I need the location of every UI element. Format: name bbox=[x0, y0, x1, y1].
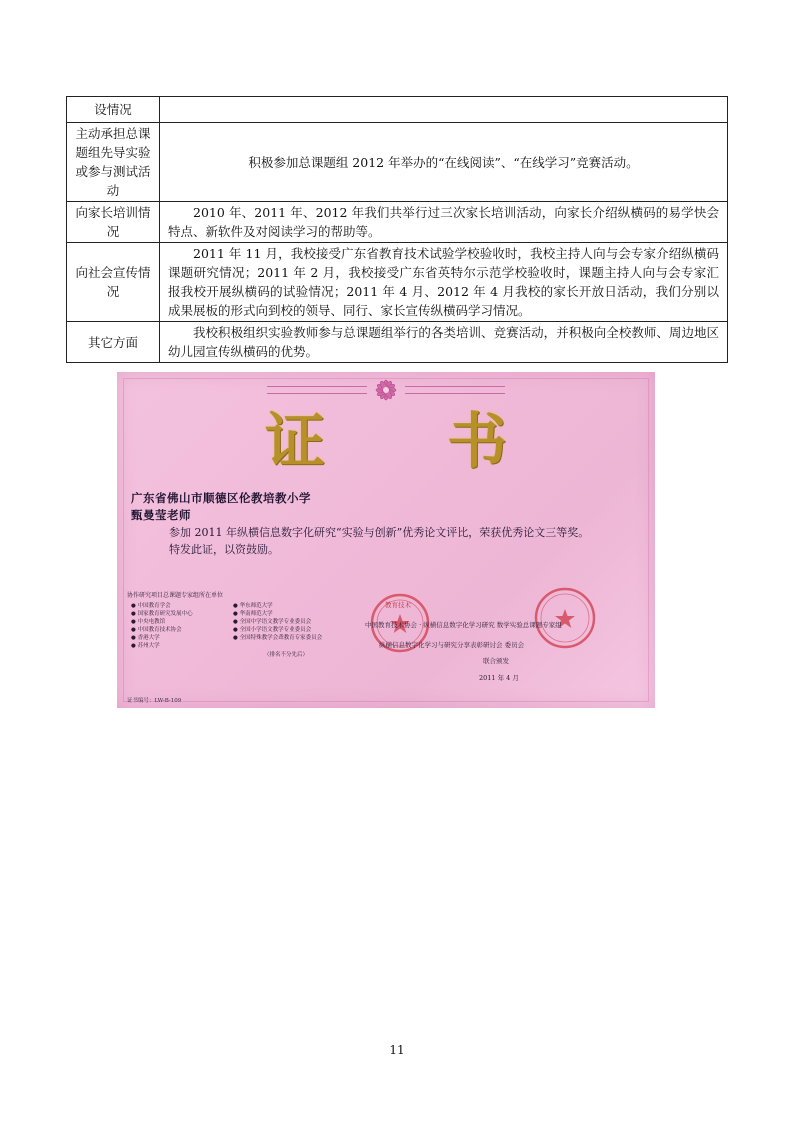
row-content bbox=[160, 243, 728, 322]
coorg-note: （排名不分先后） bbox=[264, 652, 309, 658]
issuer-line-3: 联合颁发 bbox=[483, 657, 509, 665]
row-label: 设情况 bbox=[67, 97, 160, 123]
row-label: 主动承担总课题组先导实验或参与测试活动 bbox=[67, 123, 160, 202]
certificate-body bbox=[147, 524, 645, 558]
certificate-image bbox=[117, 372, 655, 708]
ornament-bar-right bbox=[405, 386, 505, 394]
award-text: 参加 2011 年纵横信息数字化研究“实验与创新”优秀论文评比，荣获优秀论文三等奖。 bbox=[169, 526, 590, 539]
coorg-list-left bbox=[131, 602, 193, 650]
row-paragraph: 我校积极组织实验教师参与总课题组举行的各类培训、竞赛活动，并积极向全校教师、周边地区幼儿园宣传纵横码的优势。 bbox=[168, 325, 719, 359]
recipient-school: 广东省佛山市顺德区伦教培教小学 bbox=[131, 491, 311, 505]
issuer-line-2: 纵横信息数字化学习与研究分享表彰研讨会 委员会 bbox=[379, 641, 525, 649]
list-item: ● 全国中学语文教学专业委员会 bbox=[233, 618, 322, 626]
page-number: 11 bbox=[389, 1043, 405, 1057]
list-item: ● 华东师范大学 bbox=[233, 602, 322, 610]
list-item: ● 中央电教馆 bbox=[131, 618, 193, 626]
row-content: 积极参加总课题组 2012 年举办的“在线阅读”、“在线学习”竞赛活动。 bbox=[160, 123, 728, 202]
issue-date: 2011 年 4 月 bbox=[479, 674, 519, 682]
coorg-list-right bbox=[233, 602, 322, 642]
list-item: ● 苏州大学 bbox=[131, 642, 193, 650]
certificate-title-char: 证 bbox=[265, 407, 325, 477]
row-label: 其它方面 bbox=[67, 322, 160, 363]
row-content bbox=[160, 322, 728, 363]
school-info-table bbox=[66, 96, 728, 363]
row-paragraph: 2010 年、2011 年、2012 年我们共举行过三次家长培训活动，向家长介绍纵横码的易学快会特点、新软件及对阅读学习的帮助等。 bbox=[168, 205, 719, 239]
seal-left-text: 教育技术 bbox=[385, 601, 411, 609]
ornament-bar-left bbox=[267, 386, 367, 394]
list-item: ● 中国教育技术协会 bbox=[131, 626, 193, 634]
flower-ornament-icon bbox=[371, 372, 401, 408]
row-label: 向社会宣传情况 bbox=[67, 243, 160, 322]
certificate-serial: 证书编号：LW-B-109 bbox=[127, 698, 182, 704]
row-paragraph: 2011 年 11 月，我校接受广东省教育技术试验学校验收时，我校主持人向与会专家介绍纵横码课题研究情况；2011 年 2 月，我校接受广东省英特尔示范学校验收时，课题主持人向与会专家汇报我校开展纵横码的试验情况；2011 年 4 月、2012 年 4 月我校的家长开放日活动，我们分别以成果展板的形式向到校的领导、同行、家长宣传纵横码学习情况。 bbox=[168, 246, 719, 318]
row-content bbox=[160, 97, 728, 123]
list-item: ● 全国小学语文教学专业委员会 bbox=[233, 626, 322, 634]
list-item: ● 香港大学 bbox=[131, 634, 193, 642]
list-item: ● 华南师范大学 bbox=[233, 610, 322, 618]
list-item: ● 全国特殊教学会聋教育专家委员会 bbox=[233, 634, 322, 642]
coorg-title: 协作研究项目总课题专家组所在单位 bbox=[127, 592, 224, 599]
table-row bbox=[67, 322, 728, 363]
table-row bbox=[67, 97, 728, 123]
row-label: 向家长培训情况 bbox=[67, 202, 160, 243]
list-item: ● 中国教育学会 bbox=[131, 602, 193, 610]
table-row bbox=[67, 202, 728, 243]
certificate-title-char: 书 bbox=[447, 407, 507, 477]
red-seal-right-icon bbox=[533, 586, 597, 650]
issuer-line-1: 中国教育技术协会 · 纵横信息数字化学习研究 数学实验总课题专家组 bbox=[365, 621, 562, 629]
closing-text: 特发此证，以资鼓励。 bbox=[169, 543, 279, 556]
row-content bbox=[160, 202, 728, 243]
table-row bbox=[67, 123, 728, 202]
list-item: ● 国家教育研究发展中心 bbox=[131, 610, 193, 618]
table-row bbox=[67, 243, 728, 322]
recipient-name: 甄曼莹老师 bbox=[131, 508, 191, 522]
